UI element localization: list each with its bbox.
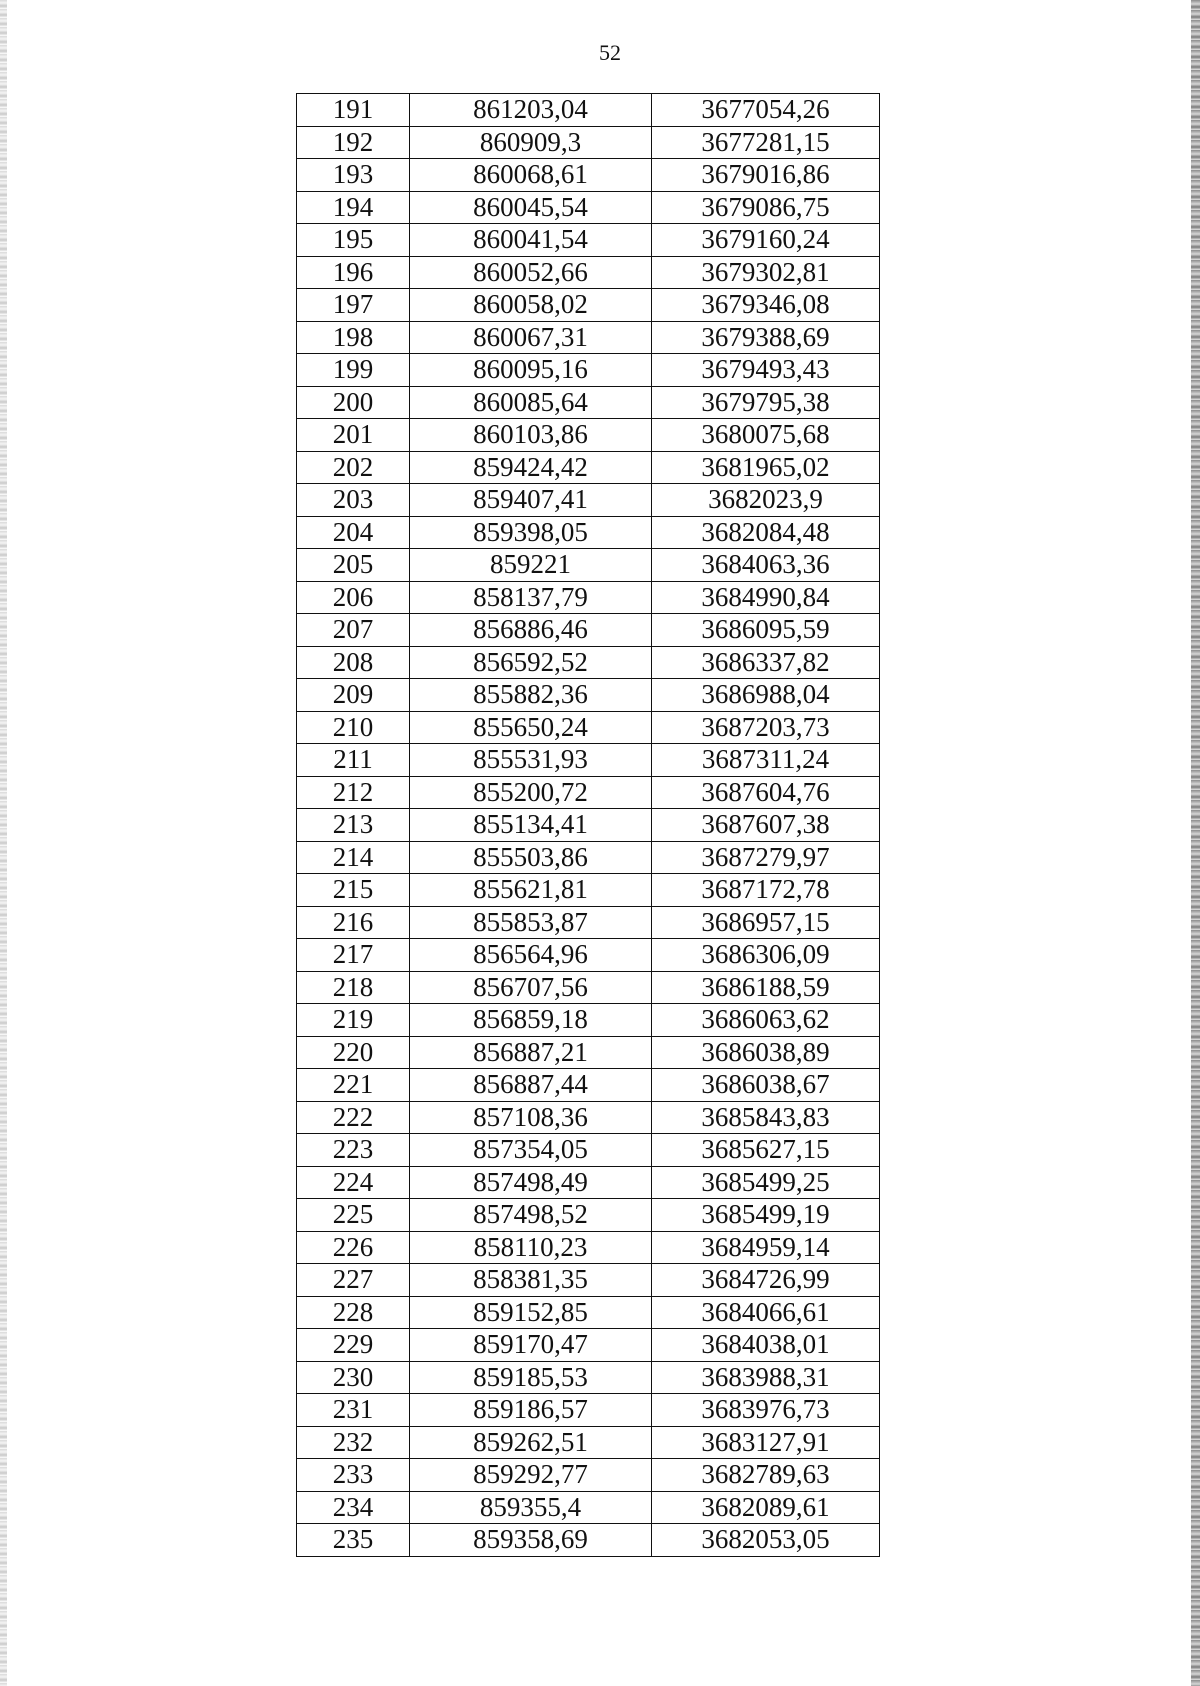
table-row (297, 191, 880, 224)
y-coordinate-cell: 3679346,08 (652, 289, 880, 322)
x-coordinate-cell: 859262,51 (410, 1426, 652, 1459)
y-coordinate-cell: 3679795,38 (652, 386, 880, 419)
table-row (297, 841, 880, 874)
y-coordinate-cell: 3682084,48 (652, 516, 880, 549)
x-coordinate-cell: 860095,16 (410, 354, 652, 387)
x-coordinate-cell: 858381,35 (410, 1264, 652, 1297)
point-number-cell: 193 (297, 159, 410, 192)
point-number-cell: 205 (297, 549, 410, 582)
y-coordinate-cell: 3686038,67 (652, 1069, 880, 1102)
x-coordinate-cell: 857354,05 (410, 1134, 652, 1167)
point-number-cell: 212 (297, 776, 410, 809)
x-coordinate-cell: 859185,53 (410, 1361, 652, 1394)
point-number-cell: 234 (297, 1491, 410, 1524)
y-coordinate-cell: 3679016,86 (652, 159, 880, 192)
x-coordinate-cell: 855200,72 (410, 776, 652, 809)
y-coordinate-cell: 3686337,82 (652, 646, 880, 679)
table-row (297, 516, 880, 549)
point-number-cell: 194 (297, 191, 410, 224)
point-number-cell: 221 (297, 1069, 410, 1102)
x-coordinate-cell: 856592,52 (410, 646, 652, 679)
x-coordinate-cell: 856707,56 (410, 971, 652, 1004)
table-row (297, 224, 880, 257)
y-coordinate-cell: 3684990,84 (652, 581, 880, 614)
table-row (297, 1166, 880, 1199)
y-coordinate-cell: 3684063,36 (652, 549, 880, 582)
y-coordinate-cell: 3685499,19 (652, 1199, 880, 1232)
table-row (297, 289, 880, 322)
table-row (297, 1394, 880, 1427)
x-coordinate-cell: 856564,96 (410, 939, 652, 972)
table-row (297, 971, 880, 1004)
x-coordinate-cell: 855650,24 (410, 711, 652, 744)
y-coordinate-cell: 3679388,69 (652, 321, 880, 354)
table-row (297, 1426, 880, 1459)
point-number-cell: 226 (297, 1231, 410, 1264)
x-coordinate-cell: 860085,64 (410, 386, 652, 419)
x-coordinate-cell: 860058,02 (410, 289, 652, 322)
y-coordinate-cell: 3683988,31 (652, 1361, 880, 1394)
x-coordinate-cell: 860052,66 (410, 256, 652, 289)
point-number-cell: 192 (297, 126, 410, 159)
point-number-cell: 209 (297, 679, 410, 712)
table-row (297, 94, 880, 127)
y-coordinate-cell: 3687279,97 (652, 841, 880, 874)
table-row (297, 451, 880, 484)
point-number-cell: 227 (297, 1264, 410, 1297)
table-row (297, 1361, 880, 1394)
point-number-cell: 204 (297, 516, 410, 549)
table-row (297, 1296, 880, 1329)
y-coordinate-cell: 3685627,15 (652, 1134, 880, 1167)
point-number-cell: 211 (297, 744, 410, 777)
table-row (297, 1459, 880, 1492)
y-coordinate-cell: 3686306,09 (652, 939, 880, 972)
point-number-cell: 222 (297, 1101, 410, 1134)
x-coordinate-cell: 859152,85 (410, 1296, 652, 1329)
table-row (297, 679, 880, 712)
table-row (297, 906, 880, 939)
table-row (297, 939, 880, 972)
y-coordinate-cell: 3682789,63 (652, 1459, 880, 1492)
y-coordinate-cell: 3684038,01 (652, 1329, 880, 1362)
y-coordinate-cell: 3686063,62 (652, 1004, 880, 1037)
x-coordinate-cell: 861203,04 (410, 94, 652, 127)
y-coordinate-cell: 3677054,26 (652, 94, 880, 127)
y-coordinate-cell: 3679086,75 (652, 191, 880, 224)
table-row (297, 1036, 880, 1069)
x-coordinate-cell: 860103,86 (410, 419, 652, 452)
x-coordinate-cell: 860041,54 (410, 224, 652, 257)
table-row (297, 1264, 880, 1297)
y-coordinate-cell: 3683976,73 (652, 1394, 880, 1427)
point-number-cell: 217 (297, 939, 410, 972)
point-number-cell: 196 (297, 256, 410, 289)
x-coordinate-cell: 856886,46 (410, 614, 652, 647)
scan-edge-right (1191, 0, 1200, 1686)
y-coordinate-cell: 3685499,25 (652, 1166, 880, 1199)
y-coordinate-cell: 3686095,59 (652, 614, 880, 647)
x-coordinate-cell: 860909,3 (410, 126, 652, 159)
point-number-cell: 232 (297, 1426, 410, 1459)
table-row (297, 419, 880, 452)
point-number-cell: 201 (297, 419, 410, 452)
x-coordinate-cell: 859170,47 (410, 1329, 652, 1362)
point-number-cell: 224 (297, 1166, 410, 1199)
point-number-cell: 199 (297, 354, 410, 387)
y-coordinate-cell: 3681965,02 (652, 451, 880, 484)
x-coordinate-cell: 857108,36 (410, 1101, 652, 1134)
y-coordinate-cell: 3684726,99 (652, 1264, 880, 1297)
y-coordinate-cell: 3677281,15 (652, 126, 880, 159)
table-row (297, 1101, 880, 1134)
table-row (297, 809, 880, 842)
x-coordinate-cell: 855621,81 (410, 874, 652, 907)
table-row (297, 1069, 880, 1102)
x-coordinate-cell: 859407,41 (410, 484, 652, 517)
coordinates-table-body (297, 94, 880, 1557)
x-coordinate-cell: 859424,42 (410, 451, 652, 484)
coordinates-table (296, 93, 880, 1557)
y-coordinate-cell: 3679302,81 (652, 256, 880, 289)
y-coordinate-cell: 3683127,91 (652, 1426, 880, 1459)
table-row (297, 581, 880, 614)
point-number-cell: 208 (297, 646, 410, 679)
table-row (297, 159, 880, 192)
point-number-cell: 220 (297, 1036, 410, 1069)
point-number-cell: 210 (297, 711, 410, 744)
table-row (297, 1524, 880, 1557)
x-coordinate-cell: 856887,44 (410, 1069, 652, 1102)
y-coordinate-cell: 3679493,43 (652, 354, 880, 387)
x-coordinate-cell: 859221 (410, 549, 652, 582)
point-number-cell: 191 (297, 94, 410, 127)
y-coordinate-cell: 3679160,24 (652, 224, 880, 257)
x-coordinate-cell: 856859,18 (410, 1004, 652, 1037)
scan-edge-left (0, 0, 7, 1686)
x-coordinate-cell: 855853,87 (410, 906, 652, 939)
table-row (297, 711, 880, 744)
point-number-cell: 223 (297, 1134, 410, 1167)
x-coordinate-cell: 858110,23 (410, 1231, 652, 1264)
y-coordinate-cell: 3684959,14 (652, 1231, 880, 1264)
table-row (297, 1231, 880, 1264)
point-number-cell: 200 (297, 386, 410, 419)
point-number-cell: 214 (297, 841, 410, 874)
x-coordinate-cell: 859355,4 (410, 1491, 652, 1524)
point-number-cell: 202 (297, 451, 410, 484)
table-row (297, 1491, 880, 1524)
x-coordinate-cell: 855134,41 (410, 809, 652, 842)
table-row (297, 126, 880, 159)
y-coordinate-cell: 3682089,61 (652, 1491, 880, 1524)
y-coordinate-cell: 3684066,61 (652, 1296, 880, 1329)
x-coordinate-cell: 855882,36 (410, 679, 652, 712)
x-coordinate-cell: 858137,79 (410, 581, 652, 614)
table-row (297, 484, 880, 517)
x-coordinate-cell: 859186,57 (410, 1394, 652, 1427)
y-coordinate-cell: 3687604,76 (652, 776, 880, 809)
y-coordinate-cell: 3682023,9 (652, 484, 880, 517)
point-number-cell: 215 (297, 874, 410, 907)
table-row (297, 744, 880, 777)
x-coordinate-cell: 860068,61 (410, 159, 652, 192)
x-coordinate-cell: 859292,77 (410, 1459, 652, 1492)
point-number-cell: 235 (297, 1524, 410, 1557)
table-row (297, 354, 880, 387)
x-coordinate-cell: 857498,52 (410, 1199, 652, 1232)
point-number-cell: 231 (297, 1394, 410, 1427)
x-coordinate-cell: 855503,86 (410, 841, 652, 874)
point-number-cell: 228 (297, 1296, 410, 1329)
table-row (297, 256, 880, 289)
table-row (297, 386, 880, 419)
y-coordinate-cell: 3687311,24 (652, 744, 880, 777)
table-row (297, 549, 880, 582)
y-coordinate-cell: 3686188,59 (652, 971, 880, 1004)
table-row (297, 646, 880, 679)
y-coordinate-cell: 3687172,78 (652, 874, 880, 907)
table-row (297, 776, 880, 809)
table-row (297, 874, 880, 907)
point-number-cell: 213 (297, 809, 410, 842)
page-number: 52 (599, 40, 621, 65)
y-coordinate-cell: 3685843,83 (652, 1101, 880, 1134)
table-row (297, 1329, 880, 1362)
y-coordinate-cell: 3680075,68 (652, 419, 880, 452)
y-coordinate-cell: 3686957,15 (652, 906, 880, 939)
point-number-cell: 219 (297, 1004, 410, 1037)
point-number-cell: 198 (297, 321, 410, 354)
y-coordinate-cell: 3682053,05 (652, 1524, 880, 1557)
table-row (297, 614, 880, 647)
point-number-cell: 207 (297, 614, 410, 647)
x-coordinate-cell: 859398,05 (410, 516, 652, 549)
point-number-cell: 225 (297, 1199, 410, 1232)
point-number-cell: 195 (297, 224, 410, 257)
point-number-cell: 203 (297, 484, 410, 517)
table-row (297, 1004, 880, 1037)
point-number-cell: 230 (297, 1361, 410, 1394)
x-coordinate-cell: 855531,93 (410, 744, 652, 777)
table-row (297, 321, 880, 354)
y-coordinate-cell: 3686988,04 (652, 679, 880, 712)
y-coordinate-cell: 3686038,89 (652, 1036, 880, 1069)
y-coordinate-cell: 3687607,38 (652, 809, 880, 842)
y-coordinate-cell: 3687203,73 (652, 711, 880, 744)
point-number-cell: 206 (297, 581, 410, 614)
point-number-cell: 216 (297, 906, 410, 939)
point-number-cell: 197 (297, 289, 410, 322)
table-row (297, 1199, 880, 1232)
point-number-cell: 229 (297, 1329, 410, 1362)
point-number-cell: 218 (297, 971, 410, 1004)
x-coordinate-cell: 857498,49 (410, 1166, 652, 1199)
x-coordinate-cell: 856887,21 (410, 1036, 652, 1069)
point-number-cell: 233 (297, 1459, 410, 1492)
x-coordinate-cell: 860067,31 (410, 321, 652, 354)
x-coordinate-cell: 860045,54 (410, 191, 652, 224)
x-coordinate-cell: 859358,69 (410, 1524, 652, 1557)
table-row (297, 1134, 880, 1167)
